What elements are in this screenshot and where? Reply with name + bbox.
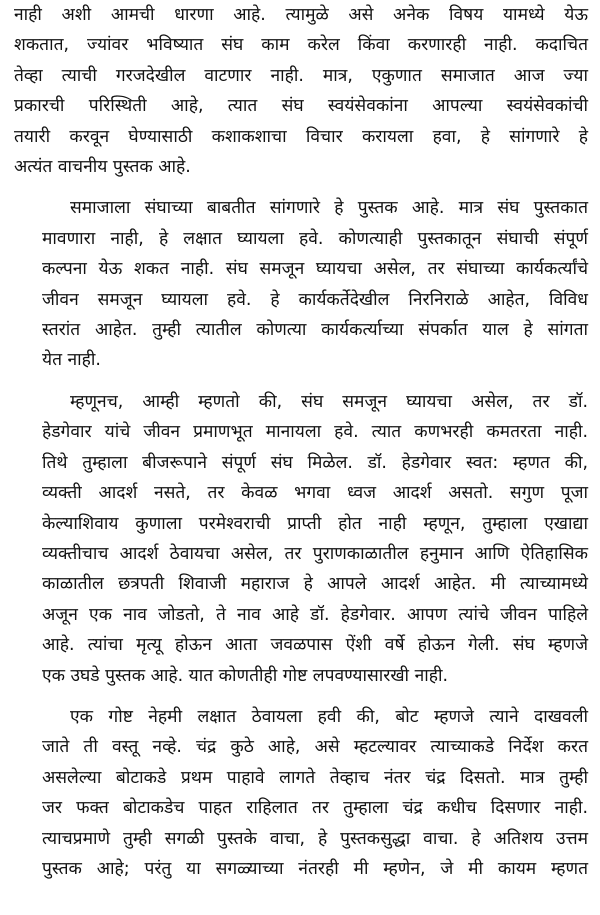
text-line: व्यक्ती आदर्श नसते, तर केवळ भगवा ध्वज आदर्श असतो. सगुण पूजा <box>42 483 588 504</box>
text-line: म्हणूनच, आम्ही म्हणतो की, संघ समजून घ्यायचा असेल, तर डॉ. <box>70 391 588 412</box>
text-line: एक गोष्ट नेहमी लक्षात ठेवायला हवी की, बोट म्हणजे त्याने दाखवली <box>70 706 588 727</box>
text-line: येत नाही. <box>42 350 101 371</box>
text-line: जाते ती वस्तू नव्हे. चंद्र कुठे आहे, असे म्हटल्यावर त्याच्याकडे निर्देश करत <box>42 737 588 758</box>
text-line: आहे. त्यांचा मृत्यू होऊन आता जवळपास ऐंशी वर्षे होऊन गेली. संघ म्हणजे <box>42 635 588 656</box>
text-line: असलेल्या बोटाकडे प्रथम पाहावे लागते तेव्हाच नंतर चंद्र दिसतो. मात्र तुम्ही <box>42 767 588 788</box>
text-line: शकतात, ज्यांवर भविष्यात संघ काम करेल किंवा करणारही नाही. कदाचित <box>14 35 588 56</box>
text-line: अत्यंत वाचनीय पुस्तक आहे. <box>14 157 191 178</box>
paragraph-1 <box>14 0 588 182</box>
text-line: समाजाला संघाच्या बाबतीत सांगणारे हे पुस्तक आहे. मात्र संघ पुस्तकात <box>70 198 588 219</box>
text-line: तयारी करवून घेण्यासाठी कशाकशाचा विचार करायला हवा, हे सांगणारे हे <box>14 126 588 147</box>
text-line: हेडगेवार यांचे जीवन प्रमाणभूत मानायला हवे. त्यात कणभरही कमतरता नाही. <box>42 422 588 443</box>
text-line: व्यक्तीचाच आदर्श ठेवायचा असेल, तर पुराणकाळातील हनुमान आणि ऐतिहासिक <box>42 543 588 564</box>
text-line: तिथे तुम्हाला बीजरूपाने संपूर्ण संघ मिळेल. डॉ. हेडगेवार स्वत: म्हणत की, <box>42 452 588 473</box>
text-line: तेव्हा त्याची गरजदेखील वाटणार नाही. मात्र, एकुणात समाजात आज ज्या <box>14 65 588 86</box>
text-line: पुस्तक आहे; परंतु या सगळ्याच्या नंतरही मी म्हणेन, जे मी कायम म्हणत <box>42 858 588 879</box>
text-line: केल्याशिवाय कुणाला परमेश्वराची प्राप्ती होत नाही म्हणून, तुम्हाला एखाद्या <box>42 513 588 534</box>
text-line: प्रकारची परिस्थिती आहे, त्यात संघ स्वयंसेवकांना आपल्या स्वयंसेवकांची <box>14 96 588 117</box>
text-line: जर फक्त बोटाकडेच पाहत राहिलात तर तुम्हाला चंद्र कधीच दिसणार नाही. <box>42 798 588 819</box>
text-line: काळातील छत्रपती शिवाजी महाराज हे आपले आदर्श आहेत. मी त्याच्यामध्ये <box>42 574 588 595</box>
paragraph-4 <box>14 702 588 884</box>
text-line: जीवन समजून घ्यायला हवे. हे कार्यकर्तेदेखील निरनिराळे आहेत, विविध <box>42 289 588 310</box>
paragraph-2 <box>14 193 588 375</box>
text-line: स्तरांत आहेत. तुम्ही त्यातील कोणत्या कार्यकर्त्याच्या संपर्कात याल हे सांगता <box>42 320 588 341</box>
text-line: मावणारा नाही, हे लक्षात घ्यायला हवे. कोणत्याही पुस्तकातून संघाची संपूर्ण <box>42 228 588 249</box>
text-line: कल्पना येऊ शकत नाही. संघ समजून घ्यायचा असेल, तर संघाच्या कार्यकर्त्यांचे <box>42 259 588 280</box>
text-line: नाही अशी आमची धारणा आहे. त्यामुळे असे अनेक विषय यामध्ये येऊ <box>14 5 588 25</box>
text-line: अजून एक नाव जोडतो, ते नाव आहे डॉ. हेडगेवार. आपण त्यांचे जीवन पाहिले <box>42 604 588 625</box>
text-line: त्याचप्रमाणे तुम्ही सगळी पुस्तके वाचा, हे पुस्तकसुद्धा वाचा. हे अतिशय उत्तम <box>42 828 588 849</box>
text-line: एक उघडे पुस्तक आहे. यात कोणतीही गोष्ट लपवण्यासारखी नाही. <box>42 665 449 686</box>
paragraph-3 <box>14 387 588 691</box>
